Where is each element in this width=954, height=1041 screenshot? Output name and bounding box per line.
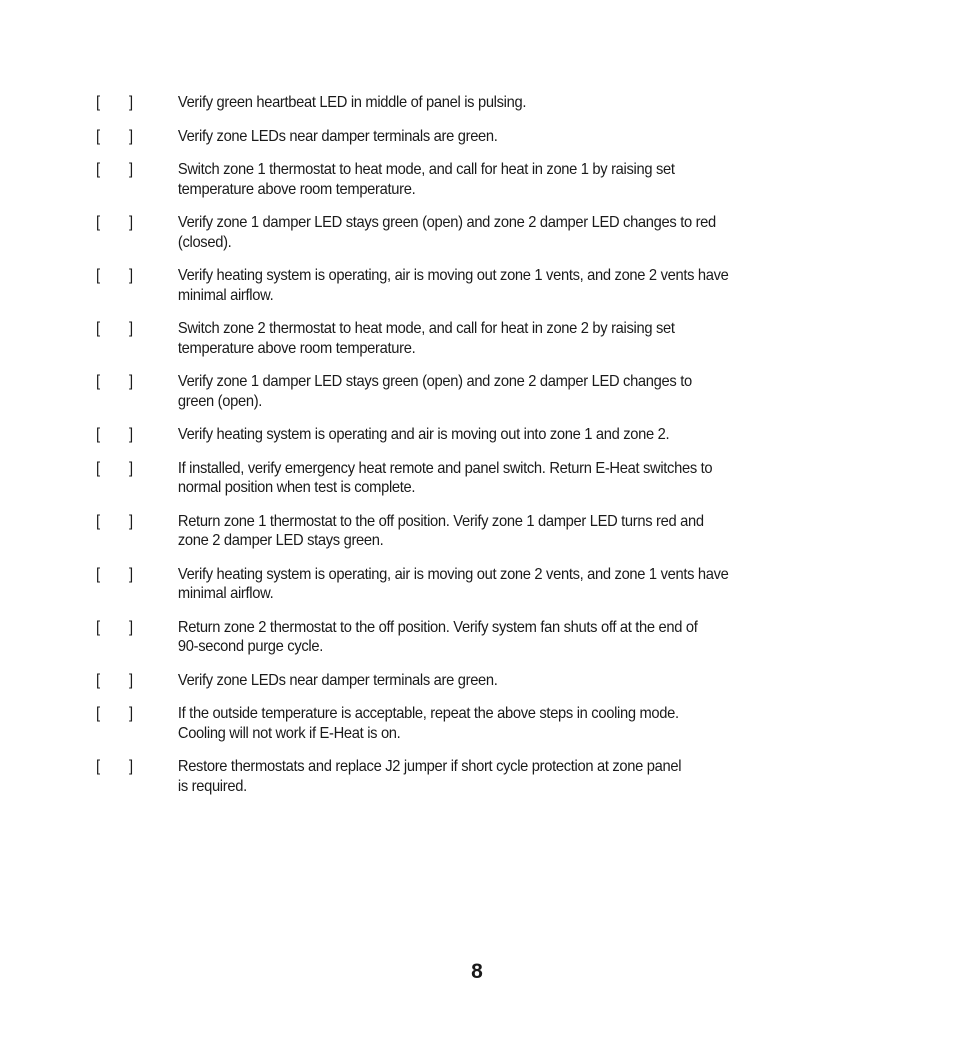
bracket-open: [ bbox=[96, 758, 100, 775]
bracket-open: [ bbox=[96, 94, 100, 111]
bracket-open: [ bbox=[96, 373, 100, 390]
bracket-close: ] bbox=[129, 618, 133, 636]
checklist-item-text: Verify zone LEDs near damper terminals are green. bbox=[177, 671, 498, 689]
checklist-item-text: Verify heating system is operating, air is moving out zone 1 vents, and zone 2 vents have minimal airflow. bbox=[177, 267, 729, 304]
checklist-item-text: Return zone 2 thermostat to the off position. Verify system fan shuts off at the end of 90-second purge cycle. bbox=[177, 618, 698, 655]
bracket-open: [ bbox=[96, 161, 100, 178]
bracket-close: ] bbox=[129, 705, 133, 722]
checklist-item-text: If installed, verify emergency heat remote and panel switch. Return E-Heat switches to normal position when test is complete. bbox=[177, 459, 713, 496]
checklist-item-text: Verify zone 1 damper LED stays green (open) and zone 2 damper LED changes to red (closed). bbox=[177, 214, 716, 251]
checklist-item bbox=[96, 127, 918, 147]
checklist-item bbox=[96, 425, 918, 445]
checklist-item-text: Verify heating system is operating, air is moving out zone 2 vents, and zone 1 vents have minimal airflow. bbox=[177, 565, 729, 602]
bracket-open: [ bbox=[96, 705, 100, 722]
checkbox-brackets[interactable] bbox=[96, 213, 133, 233]
checklist-item-text: Return zone 1 thermostat to the off position. Verify zone 1 damper LED turns red and zone 2 damper LED stays green. bbox=[177, 512, 704, 549]
bracket-close: ] bbox=[129, 267, 133, 284]
checklist-item-text: Restore thermostats and replace J2 jumper if short cycle protection at zone panel is required. bbox=[177, 758, 682, 795]
checklist-item bbox=[96, 213, 918, 252]
bracket-open: [ bbox=[96, 127, 100, 145]
checklist-item-text: Verify zone LEDs near damper terminals are green. bbox=[177, 127, 498, 145]
checklist bbox=[96, 93, 836, 810]
checkbox-brackets[interactable] bbox=[96, 372, 133, 392]
checkbox-brackets[interactable] bbox=[96, 618, 133, 638]
checklist-item bbox=[96, 512, 918, 551]
bracket-open: [ bbox=[96, 565, 100, 583]
bracket-close: ] bbox=[129, 127, 133, 145]
bracket-open: [ bbox=[96, 459, 100, 477]
bracket-open: [ bbox=[96, 618, 100, 636]
checklist-item bbox=[96, 266, 918, 305]
page-number: 8 bbox=[471, 960, 483, 983]
checkbox-brackets[interactable] bbox=[96, 127, 133, 147]
checklist-item bbox=[96, 160, 918, 199]
checkbox-brackets[interactable] bbox=[96, 757, 133, 777]
bracket-close: ] bbox=[129, 758, 133, 775]
checklist-item bbox=[96, 757, 918, 796]
checkbox-brackets[interactable] bbox=[96, 704, 133, 724]
bracket-close: ] bbox=[129, 373, 133, 390]
bracket-open: [ bbox=[96, 214, 100, 231]
checklist-item-text: Switch zone 2 thermostat to heat mode, and call for heat in zone 2 by raising set temperature above room temperature. bbox=[177, 320, 675, 357]
bracket-close: ] bbox=[129, 512, 133, 530]
bracket-open: [ bbox=[96, 671, 100, 689]
bracket-open: [ bbox=[96, 320, 100, 337]
checklist-item-text: If the outside temperature is acceptable, repeat the above steps in cooling mode. Cooling will not work if E-Heat is on. bbox=[177, 705, 679, 742]
checklist-item bbox=[96, 459, 918, 498]
checklist-item-text: Switch zone 1 thermostat to heat mode, and call for heat in zone 1 by raising set temperature above room temperature. bbox=[177, 161, 675, 198]
checkbox-brackets[interactable] bbox=[96, 93, 133, 113]
checklist-item bbox=[96, 704, 918, 743]
bracket-open: [ bbox=[96, 512, 100, 530]
bracket-open: [ bbox=[96, 267, 100, 284]
bracket-close: ] bbox=[129, 426, 133, 443]
bracket-close: ] bbox=[129, 459, 133, 477]
bracket-close: ] bbox=[129, 161, 133, 178]
bracket-close: ] bbox=[129, 671, 133, 689]
checklist-item-text: Verify zone 1 damper LED stays green (open) and zone 2 damper LED changes to green (open). bbox=[177, 373, 692, 410]
checkbox-brackets[interactable] bbox=[96, 512, 133, 532]
checklist-item bbox=[96, 93, 918, 113]
checkbox-brackets[interactable] bbox=[96, 319, 133, 339]
checkbox-brackets[interactable] bbox=[96, 459, 133, 479]
bracket-close: ] bbox=[129, 320, 133, 337]
bracket-open: [ bbox=[96, 426, 100, 443]
checkbox-brackets[interactable] bbox=[96, 671, 133, 691]
bracket-close: ] bbox=[129, 565, 133, 583]
checklist-item bbox=[96, 618, 918, 657]
checklist-item-text: Verify green heartbeat LED in middle of panel is pulsing. bbox=[177, 94, 527, 111]
bracket-close: ] bbox=[129, 214, 133, 231]
checklist-item bbox=[96, 319, 918, 358]
checklist-item bbox=[96, 372, 918, 411]
checklist-item bbox=[96, 671, 918, 691]
checkbox-brackets[interactable] bbox=[96, 160, 133, 180]
checkbox-brackets[interactable] bbox=[96, 266, 133, 286]
checklist-item-text: Verify heating system is operating and air is moving out into zone 1 and zone 2. bbox=[177, 426, 670, 443]
checklist-item bbox=[96, 565, 918, 604]
checkbox-brackets[interactable] bbox=[96, 425, 133, 445]
bracket-close: ] bbox=[129, 94, 133, 111]
checkbox-brackets[interactable] bbox=[96, 565, 133, 585]
